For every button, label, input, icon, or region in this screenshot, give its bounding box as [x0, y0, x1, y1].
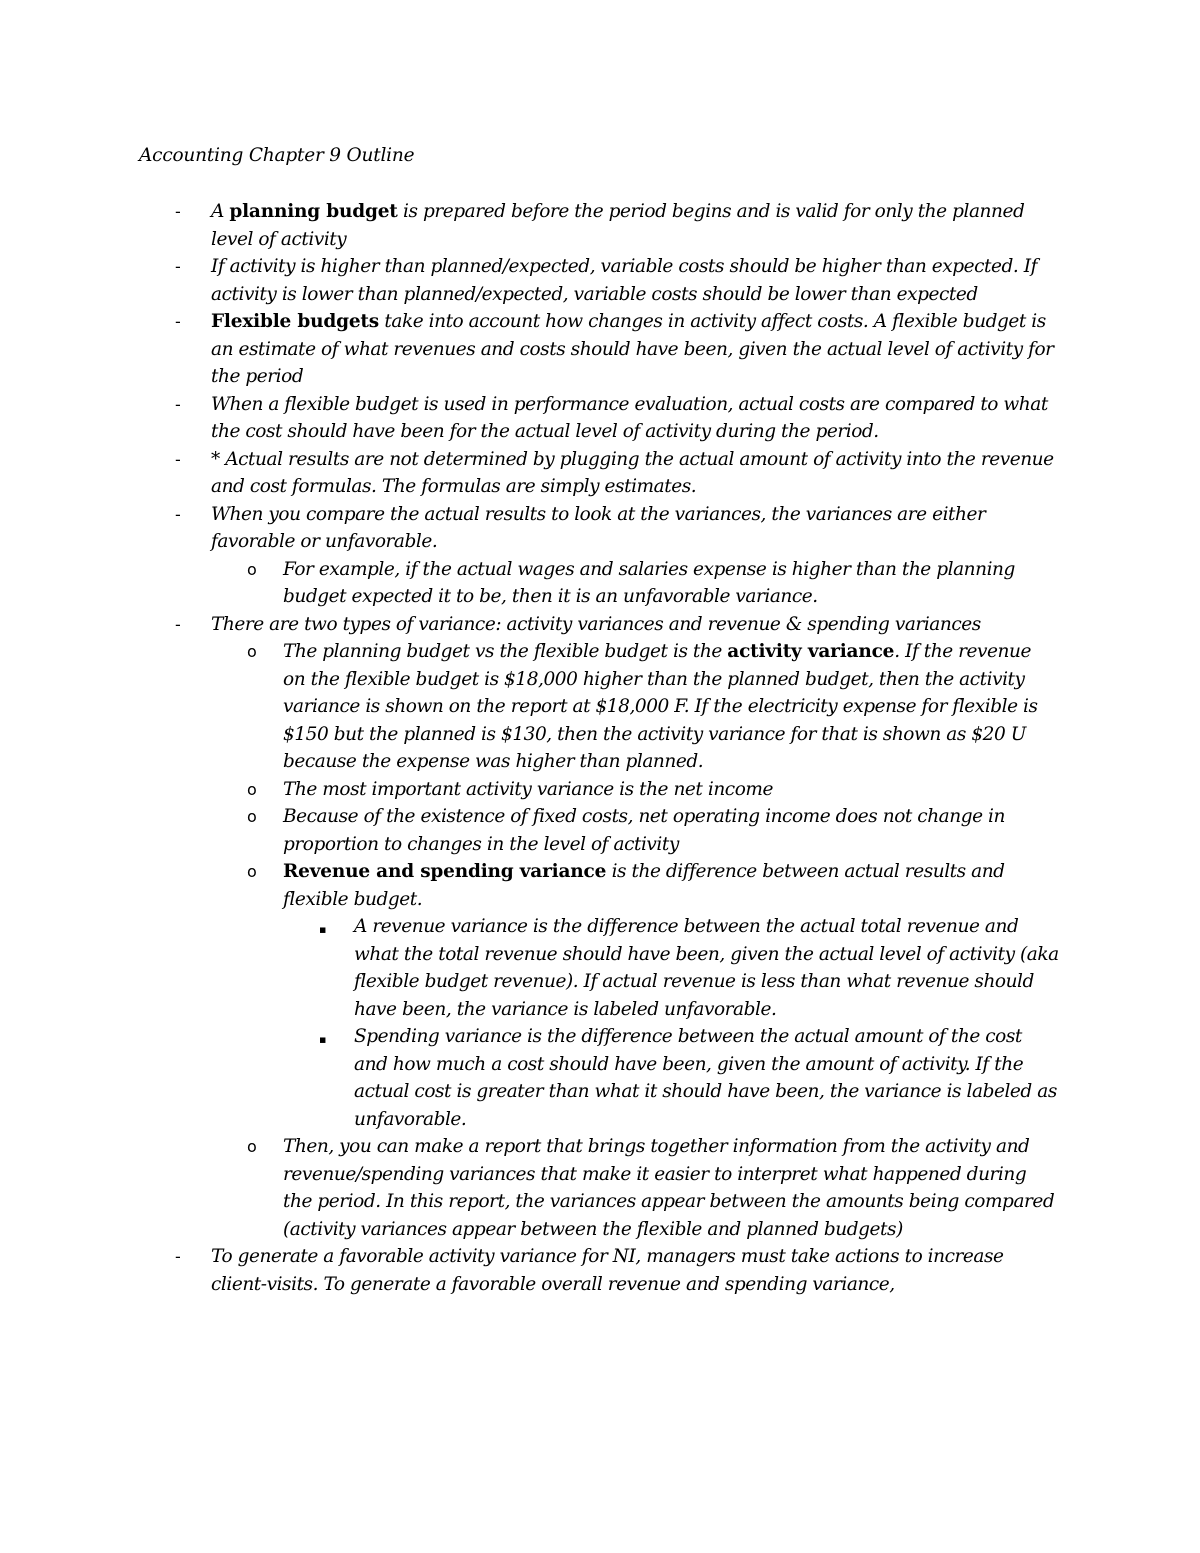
list-item	[0, 198, 1056, 253]
dash-bullet: -	[175, 394, 181, 414]
item-text: A	[211, 201, 230, 222]
list-item	[0, 1243, 1056, 1298]
outline-list	[0, 198, 1200, 1298]
sub-list-item	[0, 776, 1058, 804]
item-text: When a flexible budget is used in performance evaluation, actual costs are compared to what the cost should have been for the actual level of activity during the period.	[211, 393, 1048, 442]
key-term: planning budget	[229, 201, 398, 222]
dash-bullet: -	[175, 449, 181, 469]
list-item	[0, 611, 1056, 639]
list-item	[0, 501, 1056, 556]
circle-bullet: o	[247, 1137, 257, 1156]
list-item	[0, 391, 1056, 446]
item-text: The planning budget vs the flexible budget is the	[283, 641, 728, 662]
item-text: When you compare the actual results to look at the variances, the variances are either favorable or unfavorable.	[211, 503, 986, 552]
item-text: is prepared before the period begins and is valid for only the planned level of activity	[211, 201, 1025, 250]
key-term: Flexible budgets	[211, 311, 379, 332]
sub-list-item	[0, 1133, 1058, 1243]
dash-bullet: -	[175, 504, 181, 524]
square-bullet: ▪	[319, 1033, 327, 1046]
item-text: Because of the existence of fixed costs, net operating income does not change in proportion to changes in the level of activity	[283, 806, 1005, 855]
circle-bullet: o	[247, 642, 257, 661]
item-text: The most important activity variance is the net income	[283, 778, 773, 800]
dash-bullet: -	[175, 1247, 181, 1266]
item-text: Spending variance is the difference between the actual amount of the cost and how much a cost should have been, given the amount of activity. If the actual cost is greater than what it should have been, the variance is labeled as unfavorable.	[354, 1026, 1057, 1130]
item-text: * Actual results are not determined by plugging the actual amount of activity into the revenue and cost formulas. The formulas are simply estimates.	[211, 448, 1054, 497]
dash-bullet: -	[175, 614, 181, 634]
sub-list-item	[0, 858, 1058, 913]
item-text: There are two types of variance: activity variances and revenue & spending variances	[211, 613, 981, 635]
square-bullet: ▪	[319, 923, 327, 936]
list-item	[0, 253, 1056, 308]
sub-sub-list-item	[0, 1023, 1059, 1133]
item-text: A revenue variance is the difference between the actual total revenue and what the total revenue should have been, given the actual level of activity (aka flexible budget revenue). If actual revenue is less than what revenue should have been, the variance is labeled unfavorable.	[354, 916, 1059, 1020]
item-text: To generate a favorable activity variance for NI, managers must take actions to increase client-visits. To generate a favorable overall revenue and spending variance,	[211, 1246, 1004, 1295]
circle-bullet: o	[247, 779, 257, 799]
dash-bullet: -	[175, 257, 181, 276]
item-text: Then, you can make a report that brings together information from the activity and revenue/spending variances that make it easier to interpret what happened during the period. In this report, the variances appear between the amounts being compared (activity variances appear between the flexible and planned budgets)	[283, 1136, 1055, 1240]
circle-bullet: o	[247, 807, 257, 826]
item-text: take into account how changes in activity affect costs. A flexible budget is an estimate of what revenues and costs should have been, given the actual level of activity for the period	[211, 311, 1054, 387]
item-text: is the difference between actual results and flexible budget.	[283, 861, 1005, 910]
circle-bullet: o	[247, 862, 257, 881]
sub-list-item	[0, 638, 1058, 776]
sub-sub-list-item	[0, 913, 1059, 1023]
document-title: Accounting Chapter 9 Outline	[139, 145, 415, 166]
key-term: activity variance	[727, 641, 895, 662]
item-text: If activity is higher than planned/expected, variable costs should be higher than expected. If activity is lower than planned/expected, variable costs should be lower than expected	[211, 256, 1038, 305]
circle-bullet: o	[247, 559, 257, 579]
list-item	[0, 446, 1056, 501]
list-item	[0, 308, 1056, 391]
sub-list-item	[0, 803, 1058, 858]
dash-bullet: -	[175, 202, 181, 221]
item-text: For example, if the actual wages and salaries expense is higher than the planning budget expected it to be, then it is an unfavorable variance.	[283, 558, 1015, 607]
key-term: Revenue and spending variance	[283, 861, 607, 882]
sub-list-item	[0, 556, 1058, 611]
dash-bullet: -	[175, 312, 181, 331]
item-text: . If the revenue on the flexible budget is $18,000 higher than the planned budget, then the activity variance is shown on the report at $18,000 F. If the electricity expense for flexible is $150 but the planned is $130, then the activity variance for that is shown as $20 U because the expense was higher than planned.	[283, 641, 1038, 772]
